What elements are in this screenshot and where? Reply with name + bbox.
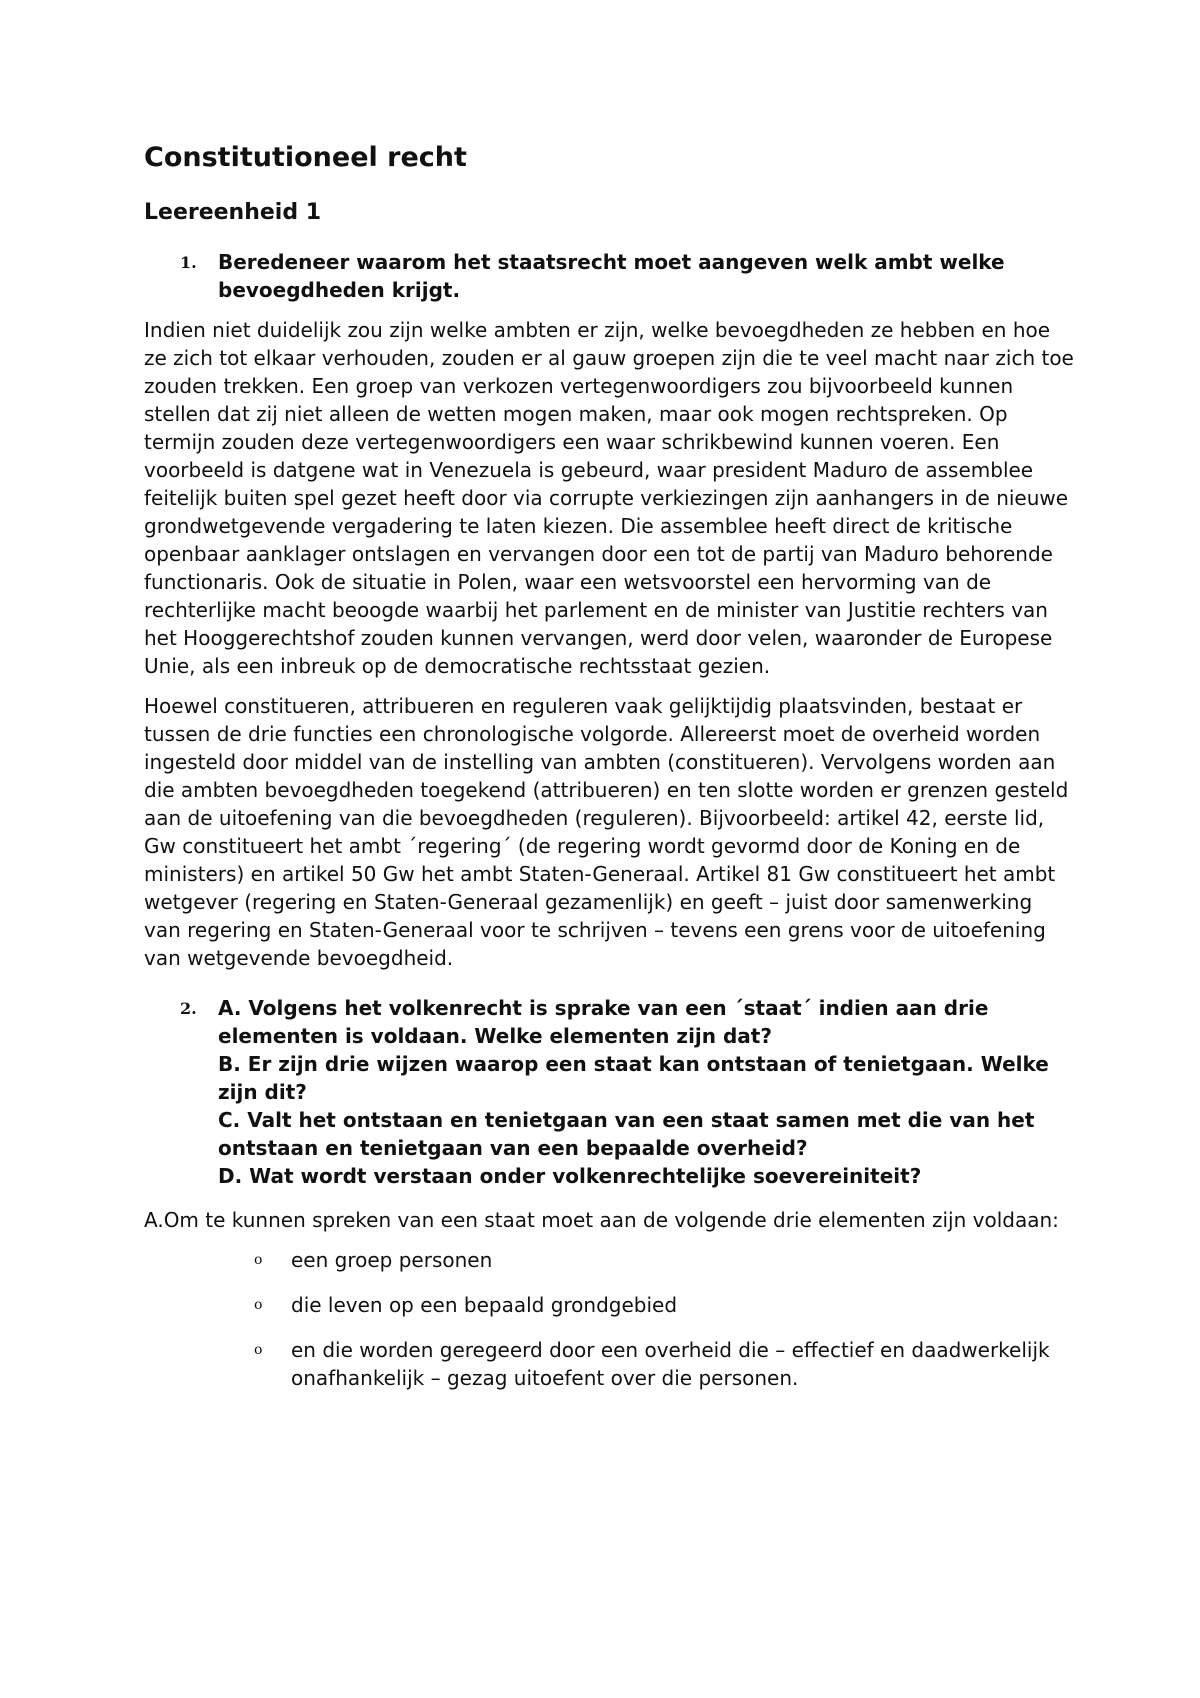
list-item-text: een groep personen (291, 1248, 493, 1272)
list-item-text: en die worden geregeerd door een overheid die – effectief en daadwerkelijk onafhankelijk – gezag uitoefent over die personen. (291, 1338, 1050, 1390)
question-2-number: 2. (180, 999, 197, 1018)
answer-2-intro: A.Om te kunnen spreken van een staat moet aan de volgende drie elementen zijn voldaan: (144, 1208, 1059, 1232)
list-item-text: die leven op een bepaald grondgebied (291, 1293, 678, 1317)
question-2 (144, 994, 1074, 1190)
question-1 (144, 248, 1074, 304)
list-item (144, 1336, 1074, 1392)
document-body (144, 140, 1074, 1409)
unit-heading: Leereenheid 1 (144, 200, 322, 225)
element-list (144, 1246, 1074, 1392)
document-title: Constitutioneel recht (144, 142, 467, 173)
answer-1-paragraph-1: Indien niet duidelijk zou zijn welke ambten er zijn, welke bevoegdheden ze hebben en hoe ze zich tot elkaar verhouden, zouden er al gauw groepen zijn die te veel macht naar zich toe zouden trekken. Een groep van verkozen vertegenwoordigers zou bijvoorbeeld kunnen stellen dat zij niet alleen de wetten mogen maken, maar ook mogen rechtspreken. Op termijn zouden deze vertegenwoordigers een waar schrikbewind kunnen voeren. Een voorbeeld is datgene wat in Venezuela is gebeurd, waar president Maduro de assemblee feitelijk buiten spel gezet heeft door via corrupte verkiezingen zijn aanhangers in de nieuwe grondwetgevende vergadering te laten kiezen. Die assemblee heeft direct de kritische openbaar aanklager ontslagen en vervangen door een tot de partij van Maduro behorende functionaris. Ook de situatie in Polen, waar een wetsvoorstel een hervorming van de rechterlijke macht beoogde waarbij het parlement en de minister van Justitie rechters van het Hooggerechtshof zouden kunnen vervangen, werd door velen, waaronder de Europese Unie, als een inbreuk op de democratische rechtsstaat gezien. (144, 318, 1074, 678)
bullet-marker: o (254, 1342, 263, 1358)
bullet-marker: o (254, 1297, 263, 1313)
list-item (144, 1246, 1074, 1274)
question-1-number: 1. (180, 253, 197, 272)
question-2-part-d: D. Wat wordt verstaan onder volkenrechtelijke soevereiniteit? (218, 1164, 922, 1188)
question-2-part-a: A. Volgens het volkenrecht is sprake van een ´staat´ indien aan drie elementen is voldaan. Welke elementen zijn dat? (218, 996, 989, 1048)
list-item (144, 1291, 1074, 1319)
question-1-text: Beredeneer waarom het staatsrecht moet aangeven welk ambt welke bevoegdheden krijgt. (218, 250, 1005, 302)
bullet-marker: o (254, 1252, 263, 1268)
question-2-part-c: C. Valt het ontstaan en tenietgaan van een staat samen met die van het ontstaan en tenietgaan van een bepaalde overheid? (218, 1108, 1035, 1160)
answer-1-paragraph-2: Hoewel constitueren, attribueren en reguleren vaak gelijktijdig plaatsvinden, bestaat er tussen de drie functies een chronologische volgorde. Allereerst moet de overheid worden ingesteld door middel van de instelling van ambten (constitueren). Vervolgens worden aan die ambten bevoegdheden toegekend (attribueren) en ten slotte worden er grenzen gesteld aan de uitoefening van die bevoegdheden (reguleren). Bijvoorbeeld: artikel 42, eerste lid, Gw constitueert het ambt ´regering´ (de regering wordt gevormd door de Koning en de ministers) en artikel 50 Gw het ambt Staten-Generaal. Artikel 81 Gw constitueert het ambt wetgever (regering en Staten-Generaal gezamenlijk) en geeft – juist door samenwerking van regering en Staten-Generaal voor te schrijven – tevens een grens voor de uitoefening van wetgevende bevoegdheid. (144, 694, 1069, 970)
question-2-part-b: B. Er zijn drie wijzen waarop een staat kan ontstaan of tenietgaan. Welke zijn dit? (218, 1052, 1049, 1104)
